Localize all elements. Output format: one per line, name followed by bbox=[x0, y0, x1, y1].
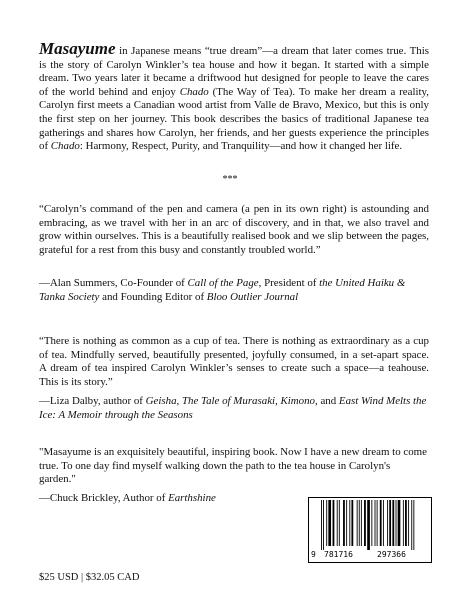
review-quote-dalby: “There is nothing as common as a cup of tea. There is nothing as extraordinary as a cup of tea. Mindfully served, beautifully presented, joyfully consumed, in a set-apart space. A dream of tea inspired Carolyn Winkler’s senses to create such a space—a teahouse. This is its story.” bbox=[39, 335, 429, 388]
book-title: Masayume bbox=[39, 39, 116, 58]
chado-term: Chado bbox=[179, 85, 209, 98]
description-text: in Japanese means “true dream”—a dream that later comes true. This is the story of Carolyn Winkler’s tea house and how it began. It started with a simple dream. Two years later it became a driftwood hut designed for people to leave the cares of the world behind and enjoy bbox=[39, 45, 429, 98]
description-text: (The Way of Tea). To make her dream a reality, Carolyn first meets a Canadian wood artist from Valle de Bravo, Mexico, but this is only the first step on her journey. This book describes the basics of traditional Japanese tea gatherings and shares how Carolyn, her friends, and her guests experience the principles of bbox=[39, 85, 430, 153]
book-description bbox=[39, 39, 430, 154]
review-quote-brickley: "Masayume is an exquisitely beautiful, inspiring book. Now I have a new dream to come true. To one day find myself walking down the path to the tea house in Carolyn's garden." bbox=[39, 446, 427, 486]
barcode-right-digits: 297366 bbox=[377, 550, 406, 559]
description-text: : Harmony, Respect, Purity, and Tranquility—and how it changed her life. bbox=[79, 140, 403, 153]
price-label: $25 USD | $32.05 CAD bbox=[39, 572, 140, 583]
isbn-barcode bbox=[308, 497, 432, 563]
barcode-bars bbox=[311, 500, 429, 550]
barcode-left-digits: 781716 bbox=[324, 550, 353, 559]
section-separator: *** bbox=[222, 174, 238, 185]
review-attribution-summers: —Alan Summers, Co-Founder of Call of the Page, President of the United Haiku & Tanka Society and Founding Editor of Bloo Outlier Journal bbox=[39, 277, 406, 303]
review-attribution-brickley: —Chuck Brickley, Author of Earthshine bbox=[39, 492, 216, 504]
barcode-prefix-digit: 9 bbox=[311, 550, 316, 559]
review-attribution-dalby: —Liza Dalby, author of Geisha, The Tale of Murasaki, Kimono, and East Wind Melts the Ice: A Memoir through the Seasons bbox=[39, 395, 427, 421]
chado-term: Chado bbox=[50, 140, 80, 153]
review-quote-summers: “Carolyn’s command of the pen and camera (a pen in its own right) is astounding and embracing, as we travel with her in an arc of discovery, and in that, we also travel and grow within ourselves. This is a beautifully realised book and we slip between the pages, grateful for a rest from this busy and constantly troubled world.” bbox=[39, 203, 429, 256]
